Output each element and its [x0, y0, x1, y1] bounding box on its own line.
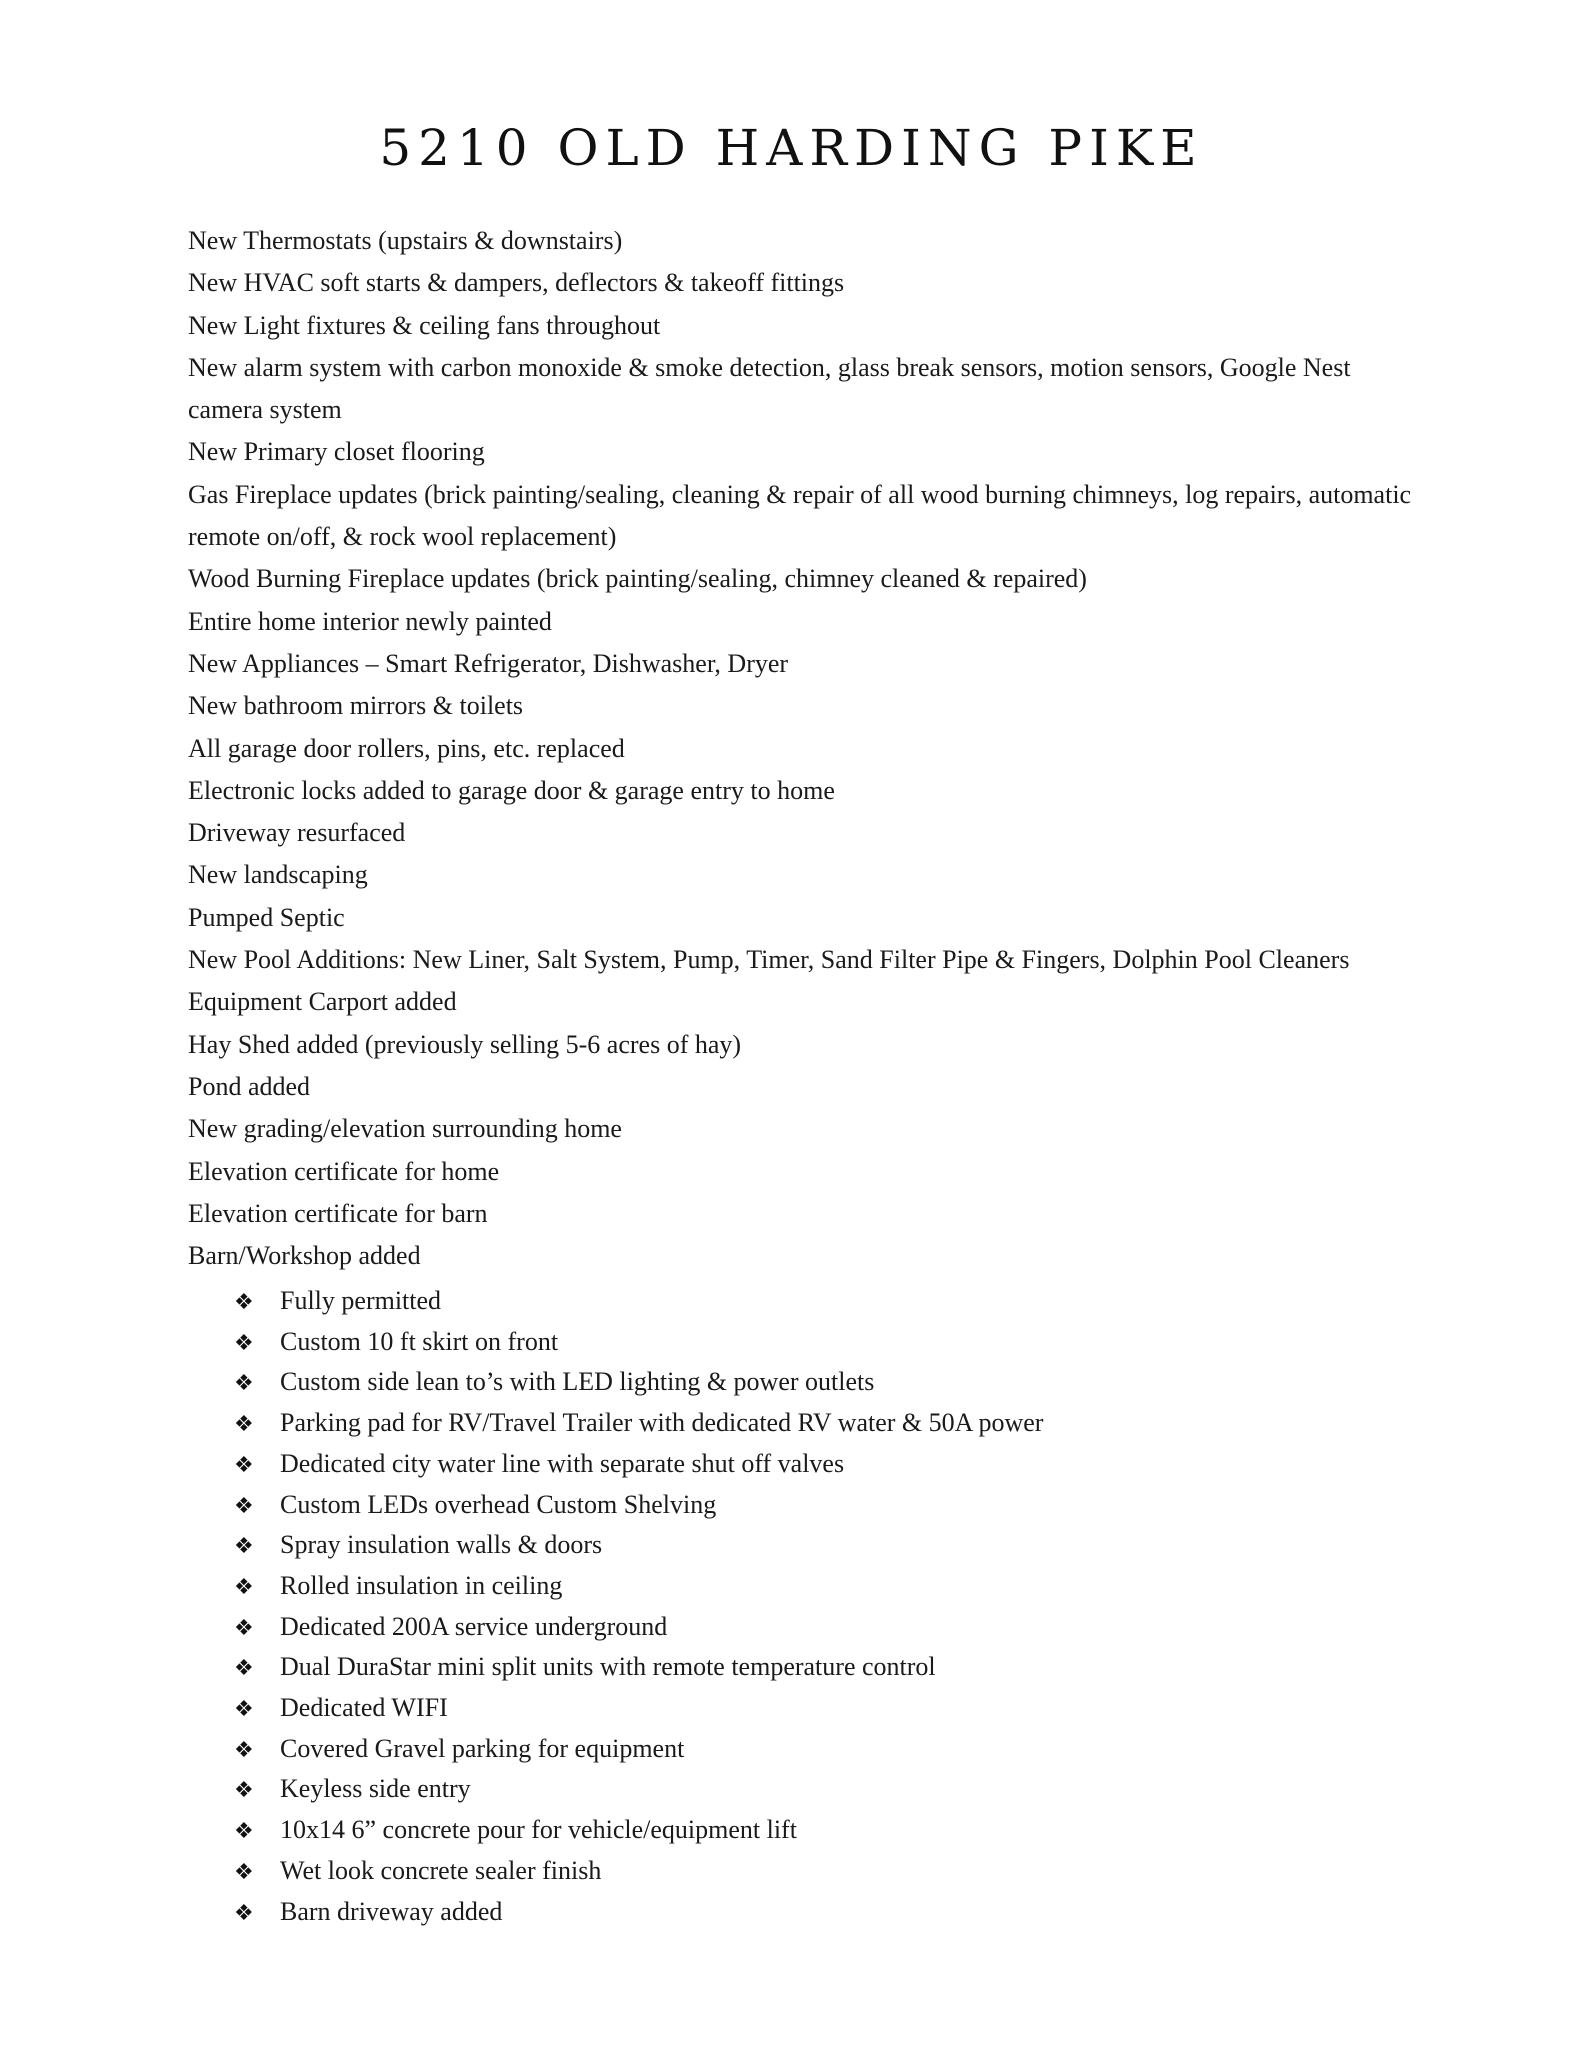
bullet-text: Wet look concrete sealer finish	[280, 1855, 602, 1885]
list-item: Entire home interior newly painted	[188, 606, 552, 636]
list-item: Pumped Septic	[188, 902, 345, 932]
bullet-text: Parking pad for RV/Travel Trailer with dedicated RV water & 50A power	[280, 1408, 1044, 1438]
diamond-bullet-icon: ❖	[234, 1330, 254, 1356]
diamond-bullet-icon: ❖	[234, 1615, 254, 1641]
diamond-bullet-icon: ❖	[234, 1412, 254, 1438]
page-title: 5210 OLD HARDING PIKE	[379, 119, 1204, 177]
list-item: Gas Fireplace updates (brick painting/sealing, cleaning & repair of all wood burning chimneys, log repairs, automatic remote on/off, & rock wool replacement)	[188, 479, 1412, 552]
list-item: New Appliances – Smart Refrigerator, Dishwasher, Dryer	[188, 648, 789, 678]
bullet-item	[234, 1730, 1334, 1771]
diamond-bullet-icon: ❖	[234, 1778, 254, 1804]
list-item: Barn/Workshop added	[188, 1241, 421, 1271]
list-item: Hay Shed added (previously selling 5-6 acres of hay)	[188, 1029, 742, 1059]
list-item: New alarm system with carbon monoxide & smoke detection, glass break sensors, motion sensors, Google Nest camera system	[188, 352, 1351, 425]
bullet-item	[234, 1363, 1334, 1404]
bullet-item	[234, 1811, 1334, 1852]
diamond-bullet-icon: ❖	[234, 1574, 254, 1600]
bullet-text: Dual DuraStar mini split units with remote temperature control	[280, 1652, 936, 1682]
diamond-bullet-icon: ❖	[234, 1656, 254, 1682]
bullet-item	[234, 1323, 1334, 1364]
bullet-item	[234, 1852, 1334, 1893]
diamond-bullet-icon: ❖	[234, 1493, 254, 1519]
diamond-bullet-icon: ❖	[234, 1371, 254, 1397]
diamond-bullet-icon: ❖	[234, 1859, 254, 1885]
bullet-text: Barn driveway added	[280, 1896, 503, 1926]
bullet-text: Rolled insulation in ceiling	[280, 1570, 563, 1600]
diamond-bullet-icon: ❖	[234, 1819, 254, 1845]
bullet-item	[234, 1526, 1334, 1567]
list-item: New grading/elevation surrounding home	[188, 1114, 622, 1144]
list-item: New Thermostats (upstairs & downstairs)	[188, 226, 623, 255]
diamond-bullet-icon: ❖	[234, 1452, 254, 1478]
list-item: Electronic locks added to garage door & garage entry to home	[188, 775, 835, 805]
barn-features-list	[234, 1282, 1334, 1933]
list-item: New bathroom mirrors & toilets	[188, 691, 524, 721]
bullet-text: Dedicated city water line with separate shut off valves	[280, 1448, 845, 1478]
bullet-item	[234, 1648, 1334, 1689]
bullet-text: Dedicated WIFI	[280, 1693, 448, 1723]
diamond-bullet-icon: ❖	[234, 1534, 254, 1560]
list-item: Driveway resurfaced	[188, 818, 406, 848]
bullet-item	[234, 1770, 1334, 1811]
list-item: New Pool Additions: New Liner, Salt System, Pump, Timer, Sand Filter Pipe & Fingers, Dolphin Pool Cleaners	[188, 945, 1350, 975]
bullet-text: Covered Gravel parking for equipment	[280, 1733, 685, 1763]
bullet-item	[234, 1689, 1334, 1730]
bullet-item	[234, 1486, 1334, 1527]
diamond-bullet-icon: ❖	[234, 1900, 254, 1926]
list-item: Wood Burning Fireplace updates (brick painting/sealing, chimney cleaned & repaired)	[188, 564, 1087, 594]
improvements-list	[188, 220, 1418, 1277]
bullet-text: Custom LEDs overhead Custom Shelving	[280, 1489, 717, 1519]
bullet-text: Dedicated 200A service underground	[280, 1611, 668, 1641]
bullet-text: Spray insulation walls & doors	[280, 1530, 603, 1560]
list-item: All garage door rollers, pins, etc. replaced	[188, 733, 625, 763]
bullet-text: Custom 10 ft skirt on front	[280, 1326, 559, 1356]
bullet-text: 10x14 6” concrete pour for vehicle/equipment lift	[280, 1815, 797, 1845]
bullet-item	[234, 1608, 1334, 1649]
list-item: Elevation certificate for home	[188, 1156, 500, 1186]
bullet-item	[234, 1282, 1334, 1323]
list-item: New Light fixtures & ceiling fans throughout	[188, 310, 661, 340]
list-item: Elevation certificate for barn	[188, 1198, 488, 1228]
bullet-item	[234, 1567, 1334, 1608]
list-item: New landscaping	[188, 860, 368, 890]
diamond-bullet-icon: ❖	[234, 1737, 254, 1763]
bullet-item	[234, 1445, 1334, 1486]
diamond-bullet-icon: ❖	[234, 1697, 254, 1723]
list-item: Pond added	[188, 1071, 311, 1101]
diamond-bullet-icon: ❖	[234, 1290, 254, 1315]
bullet-text: Keyless side entry	[280, 1774, 471, 1804]
bullet-item	[234, 1893, 1334, 1934]
list-item: New HVAC soft starts & dampers, deflectors & takeoff fittings	[188, 268, 845, 298]
bullet-text: Custom side lean to’s with LED lighting & power outlets	[280, 1367, 875, 1397]
list-item: Equipment Carport added	[188, 987, 457, 1017]
bullet-text: Fully permitted	[280, 1286, 442, 1315]
list-item: New Primary closet flooring	[188, 437, 485, 467]
bullet-item	[234, 1404, 1334, 1445]
